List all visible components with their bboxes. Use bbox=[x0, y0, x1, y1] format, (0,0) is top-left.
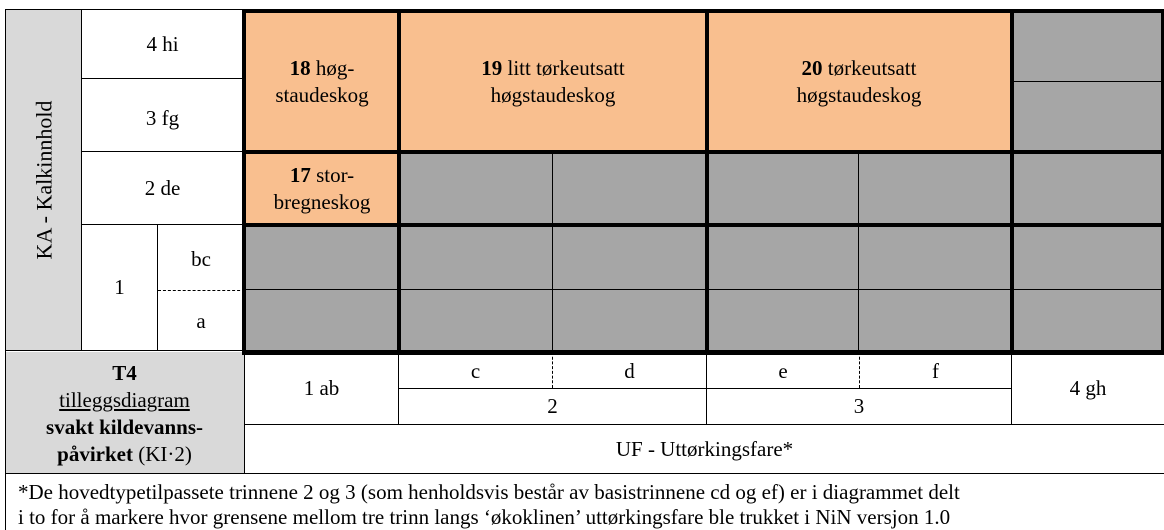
footnote bbox=[18, 480, 960, 530]
x-step-d: d bbox=[624, 358, 635, 383]
x-step-1ab: 1 ab bbox=[303, 376, 340, 400]
legend-code: T4 bbox=[112, 361, 137, 385]
cell-19: 19 litt tørkeutsatt høgstaudeskog bbox=[481, 56, 625, 107]
x-step-c: c bbox=[470, 358, 481, 383]
x-step-e: e bbox=[778, 358, 788, 383]
grid-line bbox=[81, 78, 246, 79]
grid-line bbox=[246, 289, 1161, 290]
grey-cell bbox=[400, 154, 706, 223]
thick-border bbox=[1010, 9, 1014, 355]
x-step-3: 3 bbox=[853, 394, 865, 418]
cell-18: 18 høg- staudeskog bbox=[275, 56, 369, 107]
x-step-2: 2 bbox=[547, 394, 558, 418]
y-level-4: 4 hi bbox=[146, 31, 179, 56]
grid-line bbox=[858, 154, 859, 350]
y-axis-title: KA - Kalkinnhold bbox=[31, 100, 57, 260]
cell-20: 20 tørkeutsatt høgstaudeskog bbox=[796, 56, 922, 107]
x-step-f: f bbox=[932, 358, 939, 383]
grid-line bbox=[5, 473, 1164, 474]
y-sublevel-bc: bc bbox=[191, 246, 211, 271]
footnote-line1: *De hovedtypetilpassete trinnene 2 og 3 (som henholdsvis består av basistrinnene cd og ef) er i diagrammet delt bbox=[18, 480, 960, 504]
y-level-2: 2 de bbox=[144, 175, 181, 200]
thick-border bbox=[242, 223, 1164, 227]
x-step-4gh: 4 gh bbox=[1069, 376, 1107, 400]
cell-17: 17 stor- bregneskog bbox=[273, 162, 371, 214]
footnote-line2: i to for å markere hvor grensene mellom tre trinn langs ‘økoklinen’ uttørkingsfare ble trukket i NiN versjon 1.0 bbox=[18, 505, 951, 529]
x-axis-title: UF - Uttørkingsfare* bbox=[615, 436, 794, 461]
y-level-1: 1 bbox=[114, 275, 125, 299]
y-level-3: 3 fg bbox=[145, 105, 180, 130]
grid-line bbox=[1014, 81, 1161, 82]
grey-cell bbox=[708, 154, 1010, 223]
grey-cell bbox=[1014, 13, 1161, 151]
legend-line1: svakt kildevanns- bbox=[46, 415, 203, 439]
grey-cell bbox=[1014, 154, 1161, 223]
grid-line bbox=[552, 154, 553, 350]
legend-line2: påvirket (KI·2) bbox=[57, 442, 192, 466]
legend-box bbox=[5, 360, 244, 468]
legend-type-link[interactable]: tilleggsdiagram bbox=[59, 388, 190, 412]
y-sublevel-a: a bbox=[196, 308, 206, 333]
